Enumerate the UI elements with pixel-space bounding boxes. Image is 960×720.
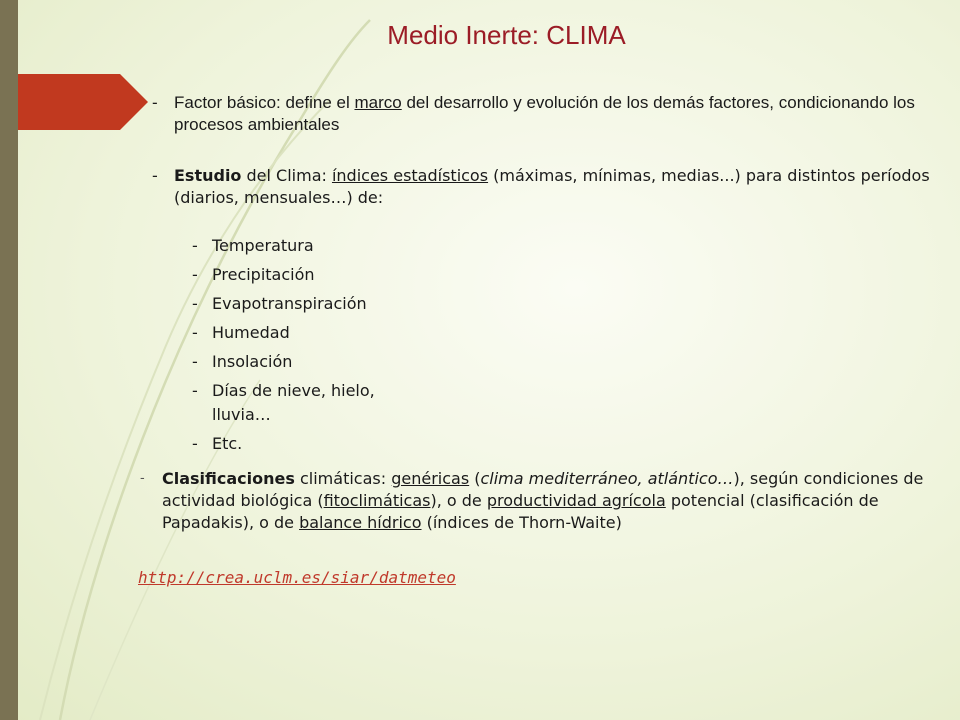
slide-title: Medio Inerte: CLIMA: [387, 20, 626, 50]
list-item: - Días de nieve, hielo, lluvia…: [192, 381, 375, 424]
factor-text-before: Factor básico: define el: [174, 93, 355, 112]
estudio-bold: Estudio: [174, 166, 242, 185]
list-item: - Precipitación: [192, 265, 315, 284]
bullet-clasif-text: Clasificaciones climáticas: genéricas (clima mediterráneo, atlántico…), según condiciones de actividad biológica (fitoclimáticas), o de productividad agrícola potencial (clasificación de Papadakis), o de balance hídrico (índices de Thorn-Waite): [162, 469, 924, 532]
list-item: - Temperatura: [192, 236, 314, 255]
bullet-dash: -: [152, 93, 158, 112]
factor-underlined-word: marco: [354, 93, 402, 112]
red-arrow-icon: [18, 74, 148, 130]
estudio-underlined: índices estadísticos: [331, 166, 489, 185]
factor-text-after: del desarrollo y evolución de los demás factores, condicionando los procesos ambientales: [174, 93, 915, 134]
list-item: - Evapotranspiración: [192, 294, 367, 313]
list-item: - Humedad: [192, 323, 290, 342]
bullet-factor: [152, 92, 942, 136]
bullet-dash: -: [140, 471, 145, 486]
estudio-after: (máximas, mínimas, medias...) para distintos períodos (diarios, mensuales…) de:: [174, 166, 930, 207]
list-item: - Etc.: [192, 433, 243, 453]
estudio-middle: del Clima:: [241, 166, 332, 185]
climate-variables-list: [192, 234, 432, 461]
bullet-estudio: [152, 165, 942, 209]
list-item: - Insolación: [192, 352, 293, 371]
bullet-estudio-text: [174, 165, 942, 209]
bullet-dash: -: [152, 166, 158, 185]
bullet-factor-text: [174, 92, 942, 136]
bullet-clasificaciones: [140, 468, 940, 534]
datmeteo-link[interactable]: http://crea.uclm.es/siar/datmeteo: [138, 568, 456, 587]
